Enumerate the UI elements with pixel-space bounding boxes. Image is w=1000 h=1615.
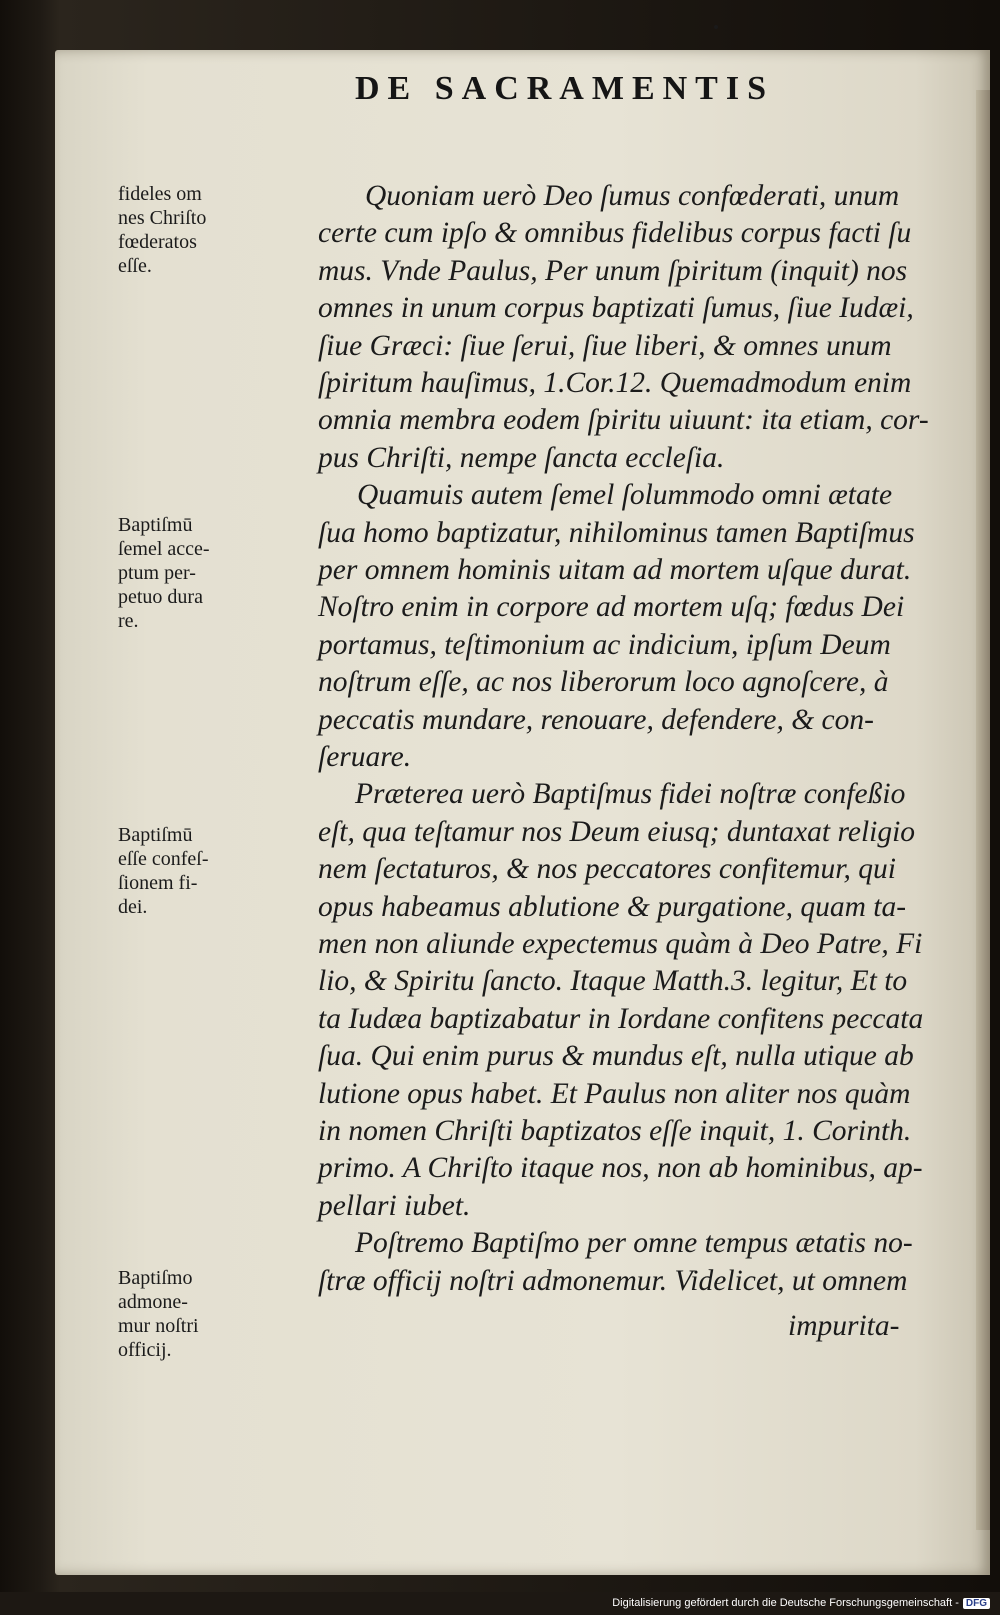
body-line: ſeruare. (318, 741, 412, 773)
dfg-logo: DFG (963, 1598, 990, 1609)
body-line: lio, & Spiritu ſancto. Itaque Matth.3. legitur, Et to (318, 965, 908, 998)
margin-note-line: fideles om (118, 183, 202, 205)
margin-note-line: re. (118, 610, 139, 632)
body-line: ſpiritum hauſimus, 1.Cor.12. Quemadmodum enim (318, 367, 912, 399)
margin-note (118, 1266, 253, 1362)
margin-note-line: eſſe confeſ- (118, 848, 209, 870)
margin-note-line: Baptiſmū (118, 514, 193, 536)
margin-note-line: mur noſtri (118, 1315, 199, 1337)
margin-note-line: officij. (118, 1339, 172, 1361)
body-line: portamus, teſtimonium ac indicium, ipſum Deum (318, 628, 891, 661)
margin-note-line: Baptiſmo (118, 1267, 193, 1289)
body-line: mus. Vnde Paulus, Per unum ſpiritum (inquit) nos (318, 254, 908, 287)
body-line: in nomen Chriſti baptizatos eſſe inquit, 1. Corinth. (318, 1115, 912, 1147)
margin-note-line: admone- (118, 1291, 188, 1313)
body-line: Quoniam uerò Deo ſumus confœderati, unum (365, 180, 900, 212)
body-line: eſt, qua teſtamur nos Deum eiusq; duntaxat religio (318, 815, 916, 848)
margin-note-line: ſemel acce- (118, 538, 210, 560)
body-line: pus Chriſti, nempe ſancta eccleſia. (318, 441, 725, 474)
body-line: omnes in unum corpus baptizati ſumus, ſiue Iudæi, (318, 292, 914, 325)
body-line: ſiue Græci: ſiue ſerui, ſiue liberi, & omnes unum (318, 329, 892, 362)
body-line: Præterea uerò Baptiſmus fidei noſtræ confeßio (355, 778, 906, 811)
body-line: Noſtro enim in corpore ad mortem uſq; fœdus Dei (318, 591, 905, 624)
body-line: omnia membra eodem ſpiritu uiuunt: ita etiam, cor- (318, 404, 929, 437)
margin-note (118, 823, 253, 919)
margin-note-line: eſſe. (118, 255, 152, 277)
body-line: primo. A Chriſto itaque nos, non ab hominibus, ap- (318, 1152, 923, 1185)
body-line: lutione opus habet. Et Paulus non aliter nos quàm (318, 1077, 911, 1110)
footer-credit-text: Digitalisierung gefördert durch die Deutsche Forschungsgemeinschaft - (612, 1597, 959, 1609)
body-line: men non aliunde expectemus quàm à Deo Patre, Fi (318, 928, 923, 960)
margin-note (118, 513, 253, 633)
margin-note (118, 182, 253, 278)
margin-note-line: fœderatos (118, 231, 197, 253)
body-line: opus habeamus ablutione & purgatione, quam ta- (318, 890, 907, 923)
body-line: ta Iudæa baptizabatur in Iordane confitens peccata (318, 1002, 924, 1035)
body-line: ſua. Qui enim purus & mundus eſt, nulla utique ab (318, 1040, 914, 1073)
page-edge (976, 90, 990, 1530)
body-line: ſtræ officij noſtri admonemur. Videlicet, ut omnem (318, 1264, 908, 1297)
body-line: peccatis mundare, renouare, defendere, & con- (318, 703, 874, 736)
footer-credit (612, 1597, 990, 1609)
margin-note-line: petuo dura (118, 586, 203, 608)
body-line: per omnem hominis uitam ad mortem uſque durat. (318, 554, 912, 586)
margin-note-line: Baptiſmū (118, 824, 193, 846)
margin-note-line: nes Chriſto (118, 207, 207, 229)
body-line: noſtrum eſſe, ac nos liberorum loco agnoſcere, à (318, 666, 889, 699)
margin-note-line: dei. (118, 896, 148, 918)
ink-dot (714, 25, 718, 29)
running-head: DE SACRAMENTIS (355, 70, 774, 107)
body-line: certe cum ipſo & omnibus fidelibus corpus facti ſu (318, 217, 912, 250)
body-line: ſua homo baptizatur, nihilominus tamen Baptiſmus (318, 516, 915, 549)
body-line: nem ſectaturos, & nos peccatores confitemur, qui (318, 853, 896, 886)
body-line: Quamuis autem ſemel ſolummodo omni ætate (357, 479, 893, 512)
body-line: pellari iubet. (318, 1189, 471, 1222)
catchword: impurita- (788, 1310, 900, 1342)
body-line: Poſtremo Baptiſmo per omne tempus ætatis no- (355, 1227, 913, 1260)
margin-note-line: ptum per- (118, 562, 196, 584)
margin-note-line: ſionem fi- (118, 872, 198, 894)
